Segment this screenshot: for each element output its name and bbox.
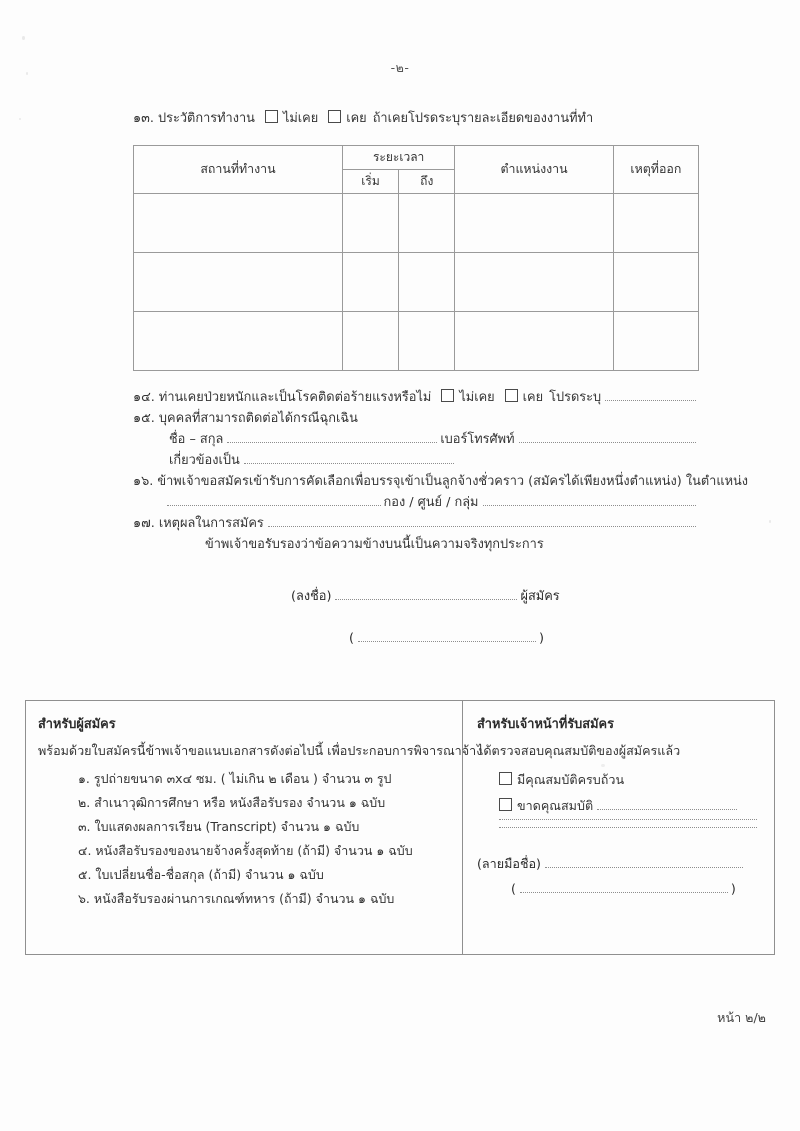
- cell-reason[interactable]: [613, 194, 698, 253]
- work-history-table: [133, 145, 699, 371]
- work-history-body: [134, 194, 699, 371]
- cell-start[interactable]: [342, 253, 398, 312]
- signature-row: [291, 585, 699, 606]
- cell-workplace[interactable]: [134, 194, 343, 253]
- item-16-unit-label: กอง / ศูนย์ / กลุ่ม: [383, 495, 479, 510]
- cell-end[interactable]: [399, 253, 455, 312]
- item-16-unit-input[interactable]: [483, 505, 697, 506]
- officer-option-unqualified-row: [477, 793, 760, 819]
- header-start: เริ่ม: [342, 170, 398, 194]
- applicant-section-intro: พร้อมด้วยใบสมัครนี้ข้าพเจ้าขอแนบเอกสารดังต่อไปนี้ เพื่อประกอบการพิจารณาจ้าง: [38, 743, 483, 758]
- officer-signature-name-input[interactable]: [520, 892, 728, 893]
- page-number-mark: -๒-: [390, 60, 410, 75]
- item-14-checkbox-never[interactable]: [441, 389, 454, 402]
- cell-reason[interactable]: [613, 312, 698, 371]
- item-15-name-input[interactable]: [227, 442, 437, 443]
- list-item: ๒. สำเนาวุฒิการศึกษา หรือ หนังสือรับรอง จำนวน ๑ ฉบับ: [78, 795, 386, 810]
- item-15-relation-row: [133, 450, 699, 471]
- item-14-number: ๑๔.: [133, 390, 155, 405]
- officer-option-qualified-row: [477, 767, 760, 793]
- item-15-relation-label: เกี่ยวข้องเป็น: [169, 453, 240, 468]
- form-content: [133, 108, 748, 646]
- officer-unqualified-input-line-1[interactable]: [597, 809, 737, 810]
- signature-name-input[interactable]: [358, 641, 536, 642]
- applicant-section-title: สำหรับผู้สมัคร: [38, 717, 116, 732]
- officer-checkbox-unqualified[interactable]: [499, 798, 512, 811]
- bottom-sections: [25, 700, 775, 955]
- item-15-row: [133, 408, 699, 429]
- item-14-row: [133, 387, 699, 408]
- signature-role-label: ผู้สมัคร: [520, 589, 560, 604]
- cell-end[interactable]: [399, 194, 455, 253]
- scan-speckle: [769, 520, 771, 523]
- item-13-option-never-label: ไม่เคย: [282, 111, 319, 126]
- header-end: ถึง: [399, 170, 455, 194]
- table-row[interactable]: [134, 253, 699, 312]
- cell-position[interactable]: [455, 194, 613, 253]
- applicant-section: [26, 701, 483, 954]
- certification-text: ข้าพเจ้าขอรับรองว่าข้อความข้างบนนี้เป็นความจริงทุกประการ: [205, 537, 544, 552]
- cell-position[interactable]: [455, 312, 613, 371]
- cell-end[interactable]: [399, 312, 455, 371]
- item-14-option-never-label: ไม่เคย: [459, 390, 495, 405]
- item-17-row: [133, 513, 699, 534]
- signature-name-row: [291, 631, 699, 646]
- list-item: ๓. ใบแสดงผลการเรียน (Transcript) จำนวน ๑ ฉบับ: [78, 819, 360, 834]
- item-15-number: ๑๕.: [133, 411, 155, 426]
- cell-start[interactable]: [342, 312, 398, 371]
- item-15-label: บุคคลที่สามารถติดต่อได้กรณีฉุกเฉิน: [158, 411, 358, 426]
- list-item: ๔. หนังสือรับรองของนายจ้างครั้งสุดท้าย (ถ้ามี) จำนวน ๑ ฉบับ: [78, 843, 413, 858]
- item-13-checkbox-ever[interactable]: [328, 110, 341, 123]
- item-16-position-input[interactable]: [167, 505, 381, 506]
- list-item: ๕. ใบเปลี่ยนชื่อ-ชื่อสกุล (ถ้ามี) จำนวน ๑ ฉบับ: [78, 867, 324, 882]
- item-14-specify-input[interactable]: [605, 400, 696, 401]
- item-15-relation-input[interactable]: [244, 463, 454, 464]
- item-15-name-phone-row: [133, 429, 699, 450]
- paren-open: (: [511, 881, 516, 896]
- item-13-checkbox-never[interactable]: [265, 110, 278, 123]
- paren-close: ): [539, 631, 544, 646]
- list-item: ๖. หนังสือรับรองผ่านการเกณฑ์ทหาร (ถ้ามี) จำนวน ๑ ฉบับ: [78, 891, 395, 906]
- item-15-phone-label: เบอร์โทรศัพท์: [440, 432, 515, 447]
- item-13-note: ถ้าเคยโปรดระบุรายละเอียดของงานที่ทำ: [372, 111, 594, 126]
- item-13-label: ประวัติการทำงาน: [157, 111, 255, 126]
- scan-speckle: [22, 36, 25, 40]
- officer-section-title: สำหรับเจ้าหน้าที่รับสมัคร: [477, 717, 614, 732]
- item-13-number: ๑๓.: [133, 111, 154, 126]
- paren-close: ): [730, 881, 736, 896]
- item-16-unit-row: [133, 492, 699, 513]
- work-history-header-row-1: [134, 146, 699, 170]
- list-item: ๑. รูปถ่ายขนาด ๓x๔ ซม. ( ไม่เกิน ๒ เดือน ) จำนวน ๓ รูป: [78, 771, 392, 786]
- cell-position[interactable]: [455, 253, 613, 312]
- officer-section: [463, 701, 774, 954]
- cell-start[interactable]: [342, 194, 398, 253]
- officer-signature-name-row: [477, 881, 760, 897]
- item-14-checkbox-ever[interactable]: [505, 389, 518, 402]
- header-position: ตำแหน่งงาน: [455, 146, 613, 194]
- item-16-number: ๑๖.: [133, 474, 154, 489]
- table-row[interactable]: [134, 194, 699, 253]
- item-16-row: [133, 471, 748, 492]
- signature-input[interactable]: [335, 599, 517, 600]
- officer-section-intro: ได้ตรวจสอบคุณสมบัติของผู้สมัครแล้ว: [477, 743, 681, 758]
- signature-label: (ลงชื่อ): [291, 589, 332, 604]
- officer-unqualified-input-line-3[interactable]: [499, 827, 757, 828]
- officer-signature-input[interactable]: [545, 867, 743, 868]
- work-history-head: [134, 146, 699, 194]
- certification-row: [133, 534, 699, 555]
- item-15-name-label: ชื่อ – สกุล: [169, 432, 224, 447]
- officer-checkbox-qualified[interactable]: [499, 772, 512, 785]
- item-14-label: ท่านเคยป่วยหนักและเป็นโรคติดต่อร้ายแรงหรือไม่: [158, 390, 432, 405]
- item-17-reason-input[interactable]: [268, 526, 696, 527]
- item-13-row: [133, 108, 699, 129]
- item-14-option-ever-label: เคย: [522, 390, 544, 405]
- item-14-specify-label: โปรดระบุ: [549, 390, 602, 405]
- cell-workplace[interactable]: [134, 253, 343, 312]
- cell-reason[interactable]: [613, 253, 698, 312]
- item-16-label: ข้าพเจ้าขอสมัครเข้ารับการคัดเลือกเพื่อบรรจุเข้าเป็นลูกจ้างชั่วคราว (สมัครได้เพียงหนึ่งตำแหน่ง) ในตำแหน่ง: [157, 474, 748, 489]
- item-17-label: เหตุผลในการสมัคร: [158, 516, 264, 531]
- header-reason: เหตุที่ออก: [613, 146, 698, 194]
- item-17-number: ๑๗.: [133, 516, 155, 531]
- officer-option-qualified-label: มีคุณสมบัติครบถ้วน: [517, 772, 625, 787]
- officer-signature-label: (ลายมือชื่อ): [477, 856, 541, 871]
- applicant-signature-block: [133, 585, 699, 646]
- table-row[interactable]: [134, 312, 699, 371]
- header-workplace: สถานที่ทำงาน: [134, 146, 343, 194]
- paren-open: (: [349, 631, 354, 646]
- page-footer: หน้า ๒/๒: [717, 1010, 766, 1025]
- officer-option-unqualified-label: ขาดคุณสมบัติ: [517, 798, 594, 813]
- header-duration: ระยะเวลา: [342, 146, 454, 170]
- item-15-phone-input[interactable]: [519, 442, 696, 443]
- item-13-option-ever-label: เคย: [346, 111, 367, 126]
- officer-unqualified-input-line-2[interactable]: [499, 819, 757, 820]
- officer-signature-row: [477, 854, 760, 874]
- cell-workplace[interactable]: [134, 312, 343, 371]
- scan-speckle: [19, 118, 21, 120]
